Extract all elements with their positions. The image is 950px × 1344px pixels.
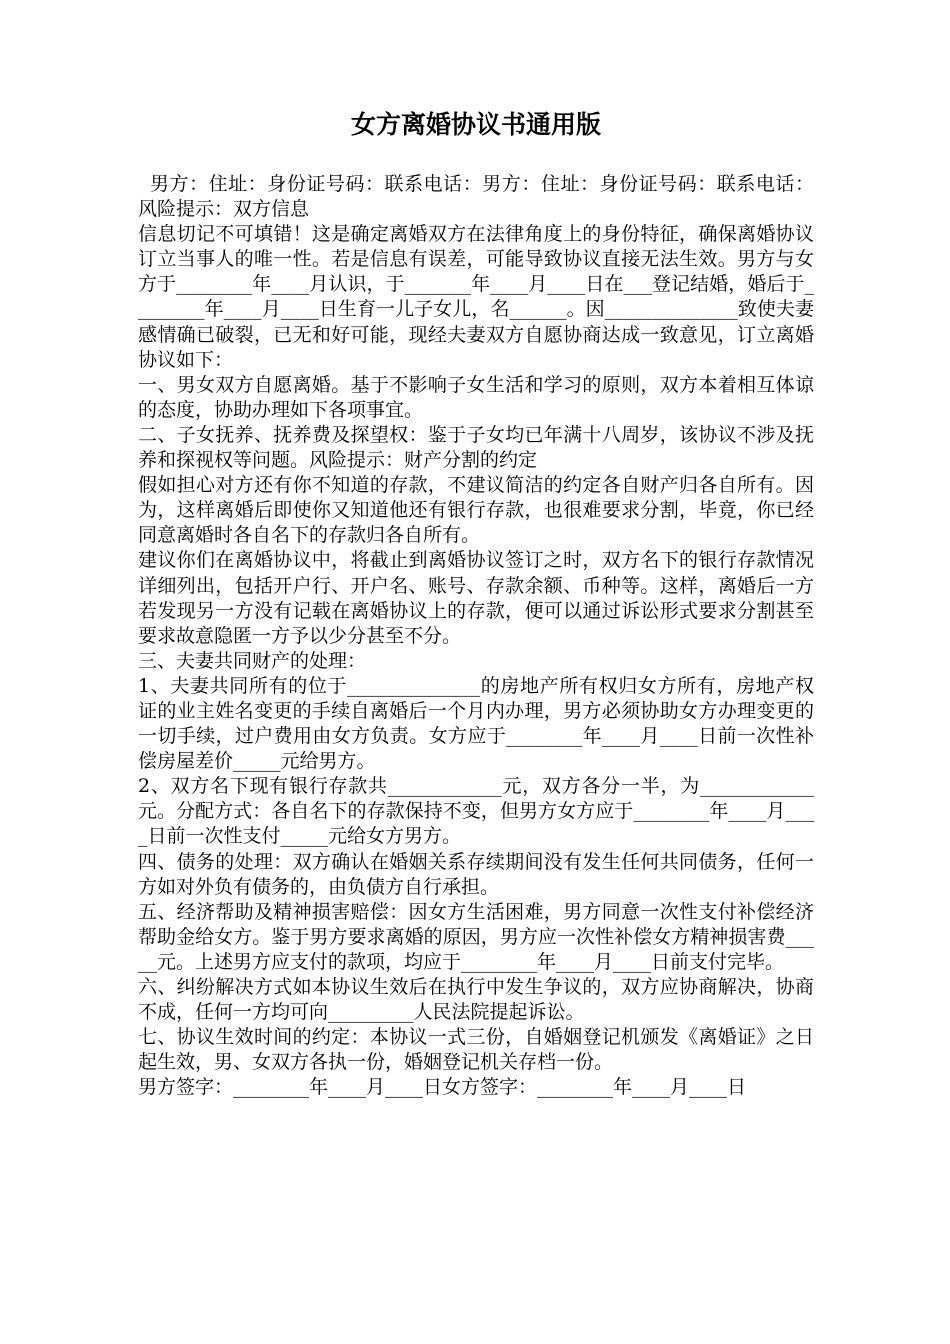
paragraph-clause-5: 五、经济帮助及精神损害赔偿：因女方生活困难，男方同意一次性支付补偿经济帮助金给女方。鉴于男方要求离婚的原因，男方应一次性补偿女方精神损害费_____元。上述男方应支付的款项，均应于________年____月____日前支付完毕。	[138, 900, 814, 973]
paragraph-parties: 男方：住址：身份证号码：联系电话：男方：住址：身份证号码：联系电话：风险提示：双方信息	[138, 173, 814, 221]
paragraph-risk-note-2: 建议你们在离婚协议中，将截止到离婚协议签订之时，双方名下的银行存款情况详细列出，包括开户行、开户名、账号、存款余额、币种等。这样，离婚后一方若发现另一方没有记载在离婚协议上的存款，便可以通过诉讼形式要求分割甚至要求故意隐匿一方予以少分甚至不分。	[138, 549, 814, 647]
paragraph-clause-4: 四、债务的处理：双方确认在婚姻关系存续期间没有发生任何共同债务，任何一方如对外负有债务的，由负债方自行承担。	[138, 850, 814, 898]
paragraph-clause-7: 七、协议生效时间的约定：本协议一式三份，自婚姻登记机颁发《离婚证》之日起生效，男、女双方各执一份，婚姻登记机关存档一份。	[138, 1026, 814, 1074]
paragraph-clause-3: 三、夫妻共同财产的处理：	[138, 649, 367, 672]
document-page	[138, 100, 814, 1100]
paragraph-signatures: 男方签字：________年____月____日女方签字：________年____月____日	[138, 1076, 747, 1099]
paragraph-clause-3-1: 1、夫妻共同所有的位于______________的房地产所有权归女方所有，房地产权证的业主姓名变更的手续自离婚后一个月内办理，男方必须协助女方办理变更的一切手续，过户费用由女方负责。女方应于________年____月____日前一次性补偿房屋差价_____元给男方。	[138, 674, 814, 773]
paragraph-intro: 信息切记不可填错！这是确定离婚双方在法律角度上的身份特征，确保离婚协议订立当事人的唯一性。若是信息有误差，可能导致协议直接无法生效。男方与女方于________年____月认识，于_______年____月____日在___登记结婚，婚后于________年____月____日生育一儿子女儿，名______。因______________致使夫妻感情确已破裂，已无和好可能，现经夫妻双方自愿协商达成一致意见，订立离婚协议如下：	[138, 223, 814, 371]
paragraph-clause-6: 六、纠纷解决方式如本协议生效后在执行中发生争议的，双方应协商解决，协商不成，任何一方均可向_________人民法院提起诉讼。	[138, 976, 814, 1024]
paragraph-clause-1: 一、男女双方自愿离婚。基于不影响子女生活和学习的原则，双方本着相互体谅的态度，协助办理如下各项事宜。	[138, 373, 814, 421]
document-body	[138, 172, 814, 1100]
paragraph-clause-2: 二、子女抚养、抚养费及探望权：鉴于子女均已年满十八周岁，该协议不涉及抚养和探视权等问题。风险提示：财产分割的约定	[138, 423, 814, 472]
document-title: 女方离婚协议书通用版	[350, 110, 601, 139]
paragraph-risk-note-1: 假如担心对方还有你不知道的存款，不建议简洁的约定各自财产归各自所有。因为，这样离婚后即使你又知道他还有银行存款，也很难要求分割，毕竟，你已经同意离婚时各自名下的存款归各自所有。	[138, 474, 814, 547]
paragraph-clause-3-2: 2、双方名下现有银行存款共____________元，双方各分一半，为____________元。分配方式：各自名下的存款保持不变，但男方女方应于________年____月____日前一次性支付_____元给女方男方。	[138, 775, 814, 848]
